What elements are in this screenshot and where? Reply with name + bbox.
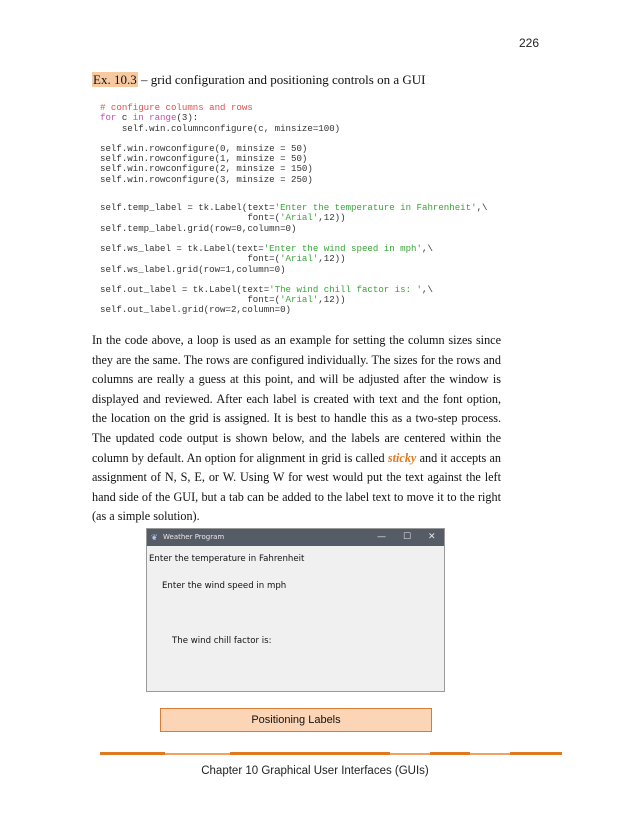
sticky-keyword: sticky bbox=[387, 450, 417, 465]
code-line: ,\ bbox=[421, 283, 433, 295]
code-line: self.out_label.grid(row=2,column=0) bbox=[100, 304, 291, 316]
code-line: self.temp_label = tk.Label(text= bbox=[100, 202, 275, 214]
chapter-footer: Chapter 10 Graphical User Interfaces (GUIs) bbox=[201, 765, 429, 777]
paragraph-text: and it accepts an assignment of N, S, E, or W. Using W for west would put the text against the left hand side of the GUI, but a tab can be added to the label text to move it to the right (as a simple solution). bbox=[92, 450, 502, 524]
code-keyword-in: in bbox=[132, 112, 144, 124]
code-for-var: c bbox=[116, 112, 133, 124]
code-string: 'Arial' bbox=[280, 253, 319, 265]
code-string: 'Enter the temperature in Fahrenheit' bbox=[274, 202, 477, 214]
paragraph-text: In the code above, a loop is used as an example for setting the column sizes since they are the same. The rows are configured individually. The sizes for the rows and columns are really a guess at this point, and will be adjusted after the window is displayed and reviewed. After each label is created with text and the font option, the location on the grid is assigned. It is best to handle this as a two-step process. The updated code output is shown below, and the labels are centered within the column by default. An option for alignment in grid is called bbox=[92, 333, 501, 465]
example-heading bbox=[92, 72, 425, 88]
wind-speed-label: Enter the wind speed in mph bbox=[162, 581, 287, 591]
code-line: self.win.rowconfigure(2, minsize = 150) bbox=[100, 163, 313, 175]
window-titlebar bbox=[147, 529, 444, 546]
code-comment: # configure columns and rows bbox=[100, 102, 253, 113]
code-range-fn: range bbox=[149, 112, 177, 124]
close-icon[interactable]: ✕ bbox=[428, 532, 436, 542]
temperature-label: Enter the temperature in Fahrenheit bbox=[149, 554, 305, 564]
code-line: self.win.rowconfigure(3, minsize = 250) bbox=[100, 173, 313, 185]
wind-chill-label: The wind chill factor is: bbox=[172, 636, 272, 646]
code-line: ,\ bbox=[421, 242, 433, 254]
example-id: Ex. 10.3 bbox=[93, 72, 137, 87]
feather-icon: ❦ bbox=[151, 533, 158, 542]
code-line: self.win.columnconfigure(c, minsize=100) bbox=[100, 122, 341, 134]
code-line: font=( bbox=[100, 212, 281, 224]
code-string: 'Arial' bbox=[280, 294, 319, 306]
code-line: ,\ bbox=[476, 202, 488, 214]
code-line: self.ws_label.grid(row=1,column=0) bbox=[100, 263, 286, 275]
code-line: self.ws_label = tk.Label(text= bbox=[100, 242, 264, 254]
code-line: self.win.rowconfigure(0, minsize = 50) bbox=[100, 142, 308, 154]
footer-rule bbox=[100, 753, 562, 755]
code-for-tail: (3): bbox=[176, 112, 199, 124]
code-line: self.out_label = tk.Label(text= bbox=[100, 283, 270, 295]
example-title: – grid configuration and positioning controls on a GUI bbox=[137, 72, 426, 87]
gui-window-screenshot bbox=[146, 528, 445, 692]
code-string: 'Enter the wind speed in mph' bbox=[263, 242, 422, 254]
code-line: self.win.rowconfigure(1, minsize = 50) bbox=[100, 153, 308, 165]
code-keyword-for: for bbox=[100, 112, 117, 124]
code-line: font=( bbox=[100, 253, 281, 265]
code-line: font=( bbox=[100, 294, 281, 306]
code-string: 'The wind chill factor is: ' bbox=[269, 283, 422, 295]
minimize-icon[interactable]: — bbox=[377, 532, 386, 542]
maximize-icon[interactable]: ☐ bbox=[403, 532, 412, 542]
code-string: 'Arial' bbox=[280, 212, 319, 224]
page-number: 226 bbox=[518, 36, 539, 50]
window-title: Weather Program bbox=[163, 533, 225, 541]
code-line: ,12)) bbox=[318, 212, 346, 224]
code-line: ,12)) bbox=[318, 253, 346, 265]
code-line: self.temp_label.grid(row=0,column=0) bbox=[100, 222, 297, 234]
figure-caption: Positioning Labels bbox=[160, 708, 432, 732]
code-listing bbox=[100, 103, 487, 316]
body-paragraph bbox=[92, 331, 501, 527]
code-line: ,12)) bbox=[318, 294, 346, 306]
